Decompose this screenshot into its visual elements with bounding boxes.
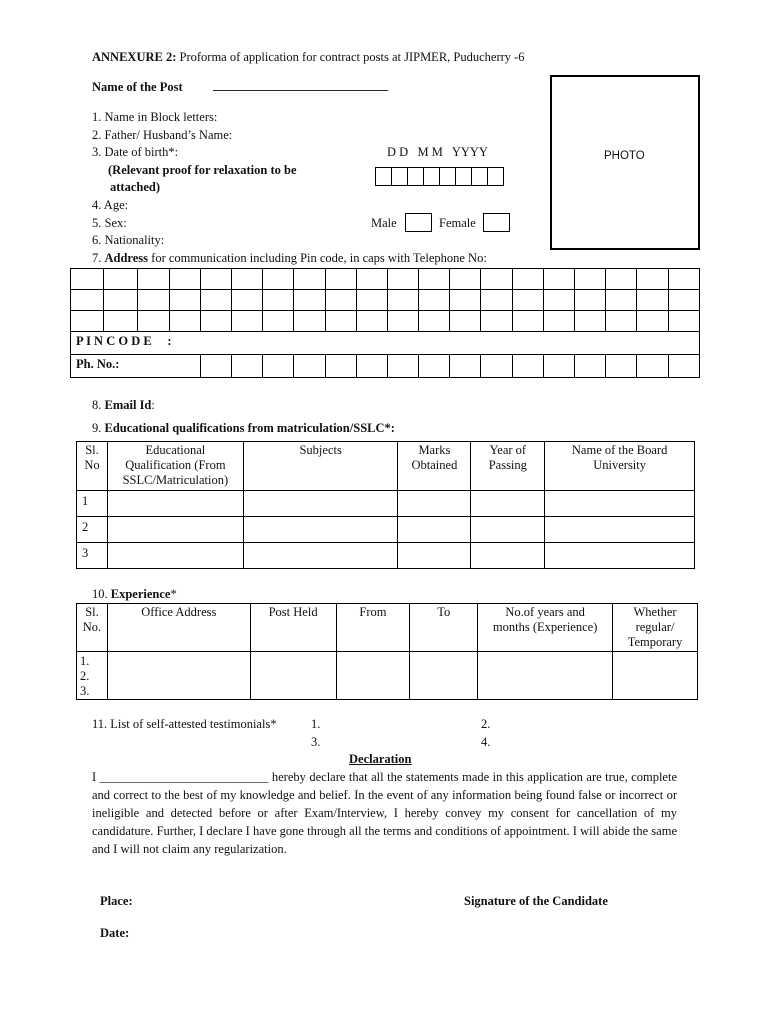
place-label: Place: (100, 894, 133, 908)
col-regular-temporary: Whether regular/ Temporary (613, 604, 698, 652)
col-sl-no: Sl. No. (77, 604, 108, 652)
female-checkbox[interactable] (483, 213, 510, 232)
page-header (92, 50, 525, 65)
testimonial-item: 1. (311, 717, 321, 731)
male-label: Male (371, 216, 397, 230)
col-year: Year of Passing (471, 442, 545, 491)
dob-field-label: 3. Date of birth*: (92, 145, 179, 159)
dob-box[interactable] (375, 167, 392, 186)
post-label: Name of the Post (92, 80, 183, 94)
declaration-text: I ___________________________ hereby declare that all the statements made in this application are true, complete and correct to the best of my knowledge and belief. In the event of any information being found false or incorrect or ineligible and detected before or after Exam/Interview, I hereby convey my consent for cancellation of my candidature. Further, I declare I have gone through all the terms and conditions of appointment. I will abide the same and I will not claim any regularization. (92, 770, 677, 856)
testimonials-label: 11. List of self-attested testimonials* (92, 717, 277, 731)
photo-box (550, 75, 700, 250)
sex-field-label: 5. Sex: (92, 216, 127, 230)
table-row[interactable]: 3 (77, 543, 695, 569)
nationality-field-label: 6. Nationality: (92, 233, 165, 247)
experience-header-row (77, 604, 698, 652)
phone-row[interactable] (71, 355, 700, 378)
phone-label: Ph. No.: (71, 355, 201, 378)
table-row[interactable] (77, 652, 698, 700)
col-from: From (336, 604, 410, 652)
testimonial-item: 3. (311, 735, 321, 749)
male-checkbox[interactable] (405, 213, 432, 232)
col-marks: Marks Obtained (398, 442, 471, 491)
col-sl-no: Sl. No (77, 442, 108, 491)
table-row[interactable]: 2 (77, 517, 695, 543)
col-post-held: Post Held (250, 604, 336, 652)
table-row[interactable]: 1 (77, 491, 695, 517)
relaxation-note: (Relevant proof for relaxation to be (108, 163, 297, 177)
education-header-row (77, 442, 695, 491)
testimonial-item: 2. (481, 717, 491, 731)
form-title: Proforma of application for contract posts at JIPMER, Puducherry -6 (179, 50, 525, 64)
signature-label: Signature of the Candidate (464, 894, 608, 908)
name-field-label: 1. Name in Block letters: (92, 110, 218, 124)
dob-box[interactable] (391, 167, 408, 186)
col-office-address: Office Address (107, 604, 250, 652)
age-field-label: 4. Age: (92, 198, 129, 212)
dob-box[interactable] (423, 167, 440, 186)
address-row[interactable] (71, 269, 700, 290)
testimonial-item: 4. (481, 735, 491, 749)
father-field-label: 2. Father/ Husband’s Name: (92, 128, 233, 142)
col-to: To (410, 604, 478, 652)
education-heading: 9. Educational qualifications from matriculation/SSLC*: (92, 421, 395, 435)
experience-row-numbers: 1. 2. 3. (77, 652, 108, 700)
dob-box[interactable] (471, 167, 488, 186)
female-label: Female (439, 216, 476, 230)
address-field-label: 7. Address for communication including Pin code, in caps with Telephone No: (92, 251, 487, 265)
email-field-label: 8. Email Id: (92, 398, 155, 412)
pincode-label: P I N C O D E : (71, 332, 700, 355)
dob-format-hint: D D M M YYYY (387, 145, 488, 159)
col-board: Name of the Board University (545, 442, 695, 491)
address-row[interactable] (71, 290, 700, 311)
dob-input-boxes[interactable] (376, 167, 504, 186)
post-name-field[interactable]: ____________________________ (213, 78, 388, 92)
address-row[interactable] (71, 311, 700, 332)
relaxation-note-cont: attached) (110, 180, 160, 194)
experience-table (76, 603, 698, 700)
annexure-label: ANNEXURE 2: (92, 50, 177, 64)
date-label: Date: (100, 926, 130, 940)
education-table (76, 441, 695, 569)
pincode-row[interactable] (71, 332, 700, 355)
declaration-title: Declaration (349, 752, 412, 766)
col-years-months: No.of years and months (Experience) (478, 604, 613, 652)
col-subjects: Subjects (243, 442, 398, 491)
dob-box[interactable] (455, 167, 472, 186)
dob-box[interactable] (487, 167, 504, 186)
dob-box[interactable] (439, 167, 456, 186)
address-grid[interactable] (70, 268, 700, 378)
photo-label: PHOTO (604, 150, 645, 162)
col-qualification: Educational Qualification (From SSLC/Matriculation) (107, 442, 243, 491)
experience-heading: 10. Experience* (92, 587, 177, 601)
dob-box[interactable] (407, 167, 424, 186)
